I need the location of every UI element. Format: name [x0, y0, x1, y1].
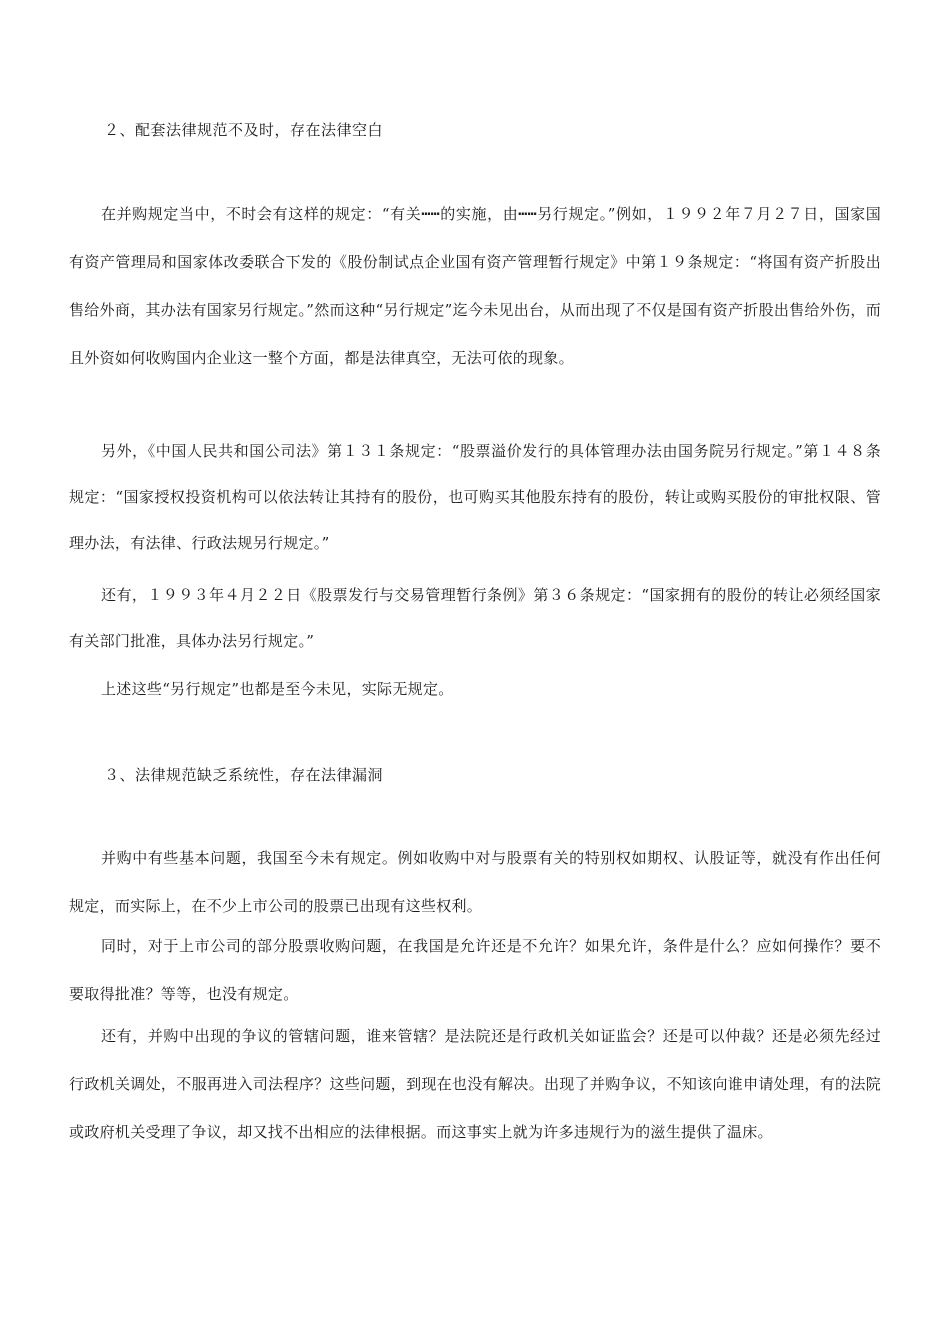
section-3-paragraph-3: 还有，并购中出现的争议的管辖问题，谁来管辖？是法院还是行政机关如证监会？还是可以仲裁？还是必须先经过行政机关调处，不服再进入司法程序？这些问题，到现在也没有解决。出现了并购争议，不知该向谁申请处理，有的法院或政府机关受理了争议，却又找不出相应的法律根据。而这事实上就为许多违规行为的滋生提供了温床。	[69, 1027, 881, 1141]
section-3-paragraph-1: 并购中有些基本问题，我国至今未有规定。例如收购中对与股票有关的特别权如期权、认股证等，就没有作出任何规定，而实际上，在不少上市公司的股票已出现有这些权利。	[69, 849, 881, 915]
section-2-heading: ２、配套法律规范不及时，存在法律空白	[104, 121, 384, 139]
section-2-paragraph-2: 另外，《中国人民共和国公司法》第１３１条规定：“股票溢价发行的具体管理办法由国务院另行规定。”第１４８条规定：“国家授权投资机构可以依法转让其持有的股份，也可购买其他股东持有的股份，转让或购买股份的审批权限、管理办法，有法律、行政法规另行规定。”	[69, 442, 881, 552]
section-2-paragraph-1: 在并购规定当中，不时会有这样的规定：“有关┅┅的实施，由┅┅另行规定。”例如，１９９２年７月２７日，国家国有资产管理局和国家体改委联合下发的《股份制试点企业国有资产管理暂行规定》中第１９条规定：“将国有资产折股出售给外商，其办法有国家另行规定。”然而这种“另行规定”迄今未见出台，从而出现了不仅是国有资产折股出售给外伤，而且外资如何收购国内企业这一整个方面，都是法律真空，无法可依的现象。	[69, 205, 882, 367]
section-3-heading: ３、法律规范缺乏系统性，存在法律漏洞	[104, 766, 384, 784]
section-2-paragraph-3: 还有，１９９３年４月２２日《股票发行与交易管理暂行条例》第３６条规定：“国家拥有的股份的转让必须经国家有关部门批准，具体办法另行规定。”	[69, 586, 881, 650]
section-2-paragraph-4: 上述这些“另行规定”也都是至今未见，实际无规定。	[101, 680, 454, 698]
section-3-paragraph-2: 同时，对于上市公司的部分股票收购问题，在我国是允许还是不允许？如果允许，条件是什么？应如何操作？要不要取得批准？等等，也没有规定。	[69, 937, 881, 1003]
